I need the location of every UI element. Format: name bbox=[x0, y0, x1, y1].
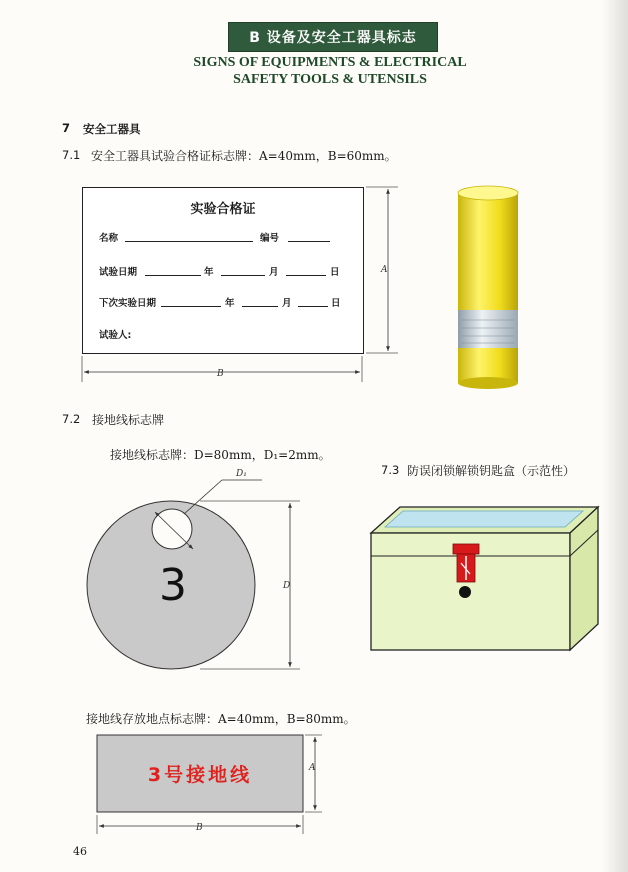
certificate-code-label: 编号 bbox=[260, 233, 280, 244]
certificate-name-label: 名称 bbox=[99, 233, 119, 244]
section-7-1-number: 7.1 bbox=[62, 148, 81, 162]
certificate-next-date-label: 下次实验日期 bbox=[99, 298, 157, 309]
section-7-2-number: 7.2 bbox=[62, 412, 81, 426]
certificate-tester-label: 试验人: bbox=[99, 330, 132, 341]
storage-sign-text: 接地线存放地点标志牌：A=40mm，B=80mm。 bbox=[86, 712, 356, 726]
tag-dim-d-label: D bbox=[283, 581, 291, 591]
certificate-next-day: 日 bbox=[331, 298, 341, 309]
certificate-test-day: 日 bbox=[330, 267, 340, 278]
storage-sign-label: 3号接地线 bbox=[147, 764, 253, 786]
tag-dim-d1-label: D₁ bbox=[236, 469, 247, 479]
certificate-test-year: 年 bbox=[204, 267, 214, 278]
certificate-test-month: 月 bbox=[269, 267, 279, 278]
yellow-tool-cylinder bbox=[458, 186, 518, 389]
certificate-dim-a-label: A bbox=[381, 265, 388, 275]
section-7-3-title: 防误闭锁解锁钥匙盒（示范性） bbox=[407, 464, 576, 478]
certificate-next-month: 月 bbox=[282, 298, 292, 309]
header-band: B 设备及安全工器具标志 bbox=[228, 22, 438, 52]
section-7-2-text: 接地线标志牌：D=80mm，D₁=2mm。 bbox=[110, 448, 331, 462]
storage-dimension-a bbox=[305, 735, 322, 812]
certificate-test-date-label: 试验日期 bbox=[99, 267, 138, 278]
header-en-line2: SAFETY TOOLS & UTENSILS bbox=[233, 72, 427, 87]
section-7-3-number: 7.3 bbox=[381, 463, 400, 477]
certificate-next-year: 年 bbox=[225, 298, 235, 309]
storage-dim-a-label: A bbox=[309, 763, 316, 773]
certificate-dim-b-label: B bbox=[217, 369, 224, 379]
storage-dim-b-label: B bbox=[196, 823, 203, 833]
tag-number: 3 bbox=[159, 560, 187, 611]
section-7-2-title: 接地线标志牌 bbox=[92, 413, 165, 427]
certificate-title: 实验合格证 bbox=[190, 202, 256, 217]
section-7-title: 安全工器具 bbox=[83, 122, 141, 136]
page-number: 46 bbox=[73, 845, 87, 858]
section-7-1-text: 安全工器具试验合格证标志牌：A=40mm，B=60mm。 bbox=[91, 149, 397, 163]
section-7-number: 7 bbox=[62, 121, 71, 135]
header-en-line1: SIGNS OF EQUIPMENTS & ELECTRICAL bbox=[193, 55, 467, 70]
key-box-illustration bbox=[371, 507, 598, 650]
